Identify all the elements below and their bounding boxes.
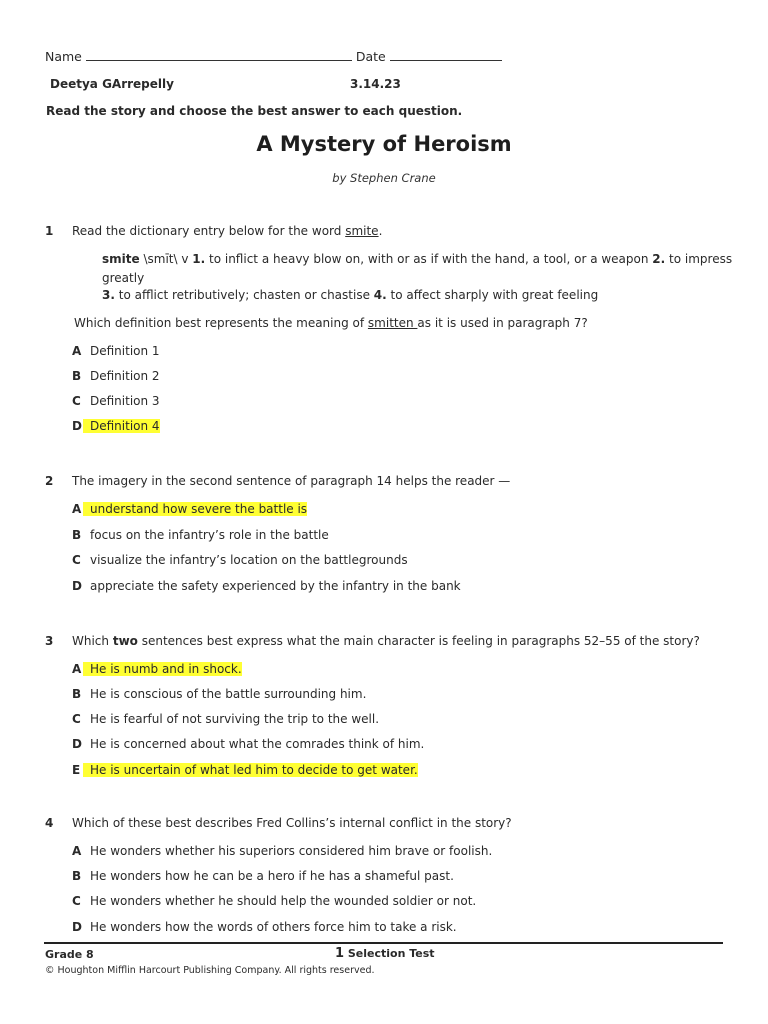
- footer-page: [335, 946, 435, 961]
- date-underline: [390, 48, 502, 61]
- name-label: Name: [45, 49, 82, 64]
- dictionary-entry-line-2: greatly: [102, 271, 145, 285]
- name-line: [45, 48, 502, 64]
- question-number: 1: [45, 224, 54, 238]
- q1-text-after: .: [378, 224, 383, 238]
- option-text: appreciate the safety experienced by the infantry in the bank: [90, 579, 461, 593]
- question-1-prompt: [74, 316, 588, 330]
- entry-pronunciation: \smīt\ v: [139, 252, 193, 266]
- option-text: He wonders how the words of others force him to take a risk.: [90, 920, 457, 934]
- option-letter: B: [72, 528, 82, 542]
- q1-prompt-word: smitten: [367, 316, 418, 330]
- answer-option[interactable]: [72, 869, 454, 883]
- q1-word: smite: [345, 224, 379, 238]
- answer-option-selected[interactable]: [72, 419, 160, 433]
- def3-number: 3.: [102, 288, 115, 302]
- footer-divider: [44, 942, 723, 944]
- answer-option[interactable]: [72, 894, 476, 908]
- def1-number: 1.: [192, 252, 206, 266]
- question-3-text: [72, 634, 700, 648]
- option-letter: D: [72, 419, 82, 433]
- copyright: © Houghton Mifflin Harcourt Publishing Company. All rights reserved.: [45, 965, 375, 976]
- option-letter: D: [72, 737, 82, 751]
- def2-text: to impress: [665, 252, 733, 266]
- answer-option[interactable]: [72, 920, 457, 934]
- option-letter: A: [72, 502, 82, 516]
- answer-option-selected[interactable]: [72, 502, 307, 516]
- def1-text: to inflict a heavy blow on, with or as if with the hand, a tool, or a weapon: [205, 252, 653, 266]
- instructions: Read the story and choose the best answer to each question.: [46, 104, 463, 118]
- answer-option[interactable]: [72, 553, 408, 567]
- option-letter: D: [72, 579, 82, 593]
- question-4-text: Which of these best describes Fred Collins’s internal conflict in the story?: [72, 816, 512, 830]
- option-letter: B: [72, 869, 82, 883]
- name-underline: [86, 48, 352, 61]
- def4-number: 4.: [373, 288, 387, 302]
- answer-option[interactable]: [72, 579, 461, 593]
- option-letter: D: [72, 920, 82, 934]
- answer-option[interactable]: [72, 528, 329, 542]
- answer-option-selected[interactable]: [72, 763, 418, 777]
- option-text: He wonders whether he should help the wounded soldier or not.: [90, 894, 477, 908]
- date-value: 3.14.23: [350, 77, 401, 91]
- dictionary-entry-line-3: [102, 288, 598, 302]
- date-label: Date: [355, 49, 386, 64]
- option-letter: A: [72, 662, 82, 676]
- question-2-text: The imagery in the second sentence of paragraph 14 helps the reader —: [72, 474, 511, 488]
- def2-number: 2.: [652, 252, 666, 266]
- answer-option[interactable]: [72, 687, 366, 701]
- option-letter: B: [72, 687, 82, 701]
- test-label: Selection Test: [344, 947, 435, 960]
- option-text: He is concerned about what the comrades think of him.: [90, 737, 425, 751]
- option-letter: A: [72, 344, 82, 358]
- question-number: 3: [45, 634, 54, 648]
- q1-text-before: Read the dictionary entry below for the word: [72, 224, 346, 238]
- student-name: Deetya GArrepelly: [50, 77, 174, 91]
- option-text-highlighted: He is numb and in shock.: [83, 662, 242, 676]
- option-text: visualize the infantry’s location on the battlegrounds: [90, 553, 408, 567]
- option-text: He is fearful of not surviving the trip to the well.: [90, 712, 380, 726]
- option-letter: C: [72, 894, 81, 908]
- question-number: 4: [45, 816, 54, 830]
- option-text-highlighted: Definition 4: [83, 419, 160, 433]
- q3-text-bold: two: [112, 634, 138, 648]
- footer-grade: Grade 8: [45, 948, 94, 961]
- q1-prompt-before: Which definition best represents the meaning of: [74, 316, 368, 330]
- option-letter: B: [72, 369, 82, 383]
- page-number: 1: [335, 946, 345, 961]
- option-letter: C: [72, 712, 81, 726]
- story-author: by Stephen Crane: [332, 171, 436, 185]
- option-text-highlighted: He is uncertain of what led him to decide to get water.: [83, 763, 418, 777]
- question-number: 2: [45, 474, 54, 488]
- option-text: Definition 1: [90, 344, 160, 358]
- answer-option[interactable]: [72, 844, 492, 858]
- option-letter: C: [72, 394, 81, 408]
- entry-word: smite: [102, 252, 140, 266]
- dictionary-entry-line-1: [102, 252, 732, 266]
- answer-option[interactable]: [72, 712, 379, 726]
- story-title: A Mystery of Heroism: [256, 132, 512, 156]
- def4-text: to affect sharply with great feeling: [386, 288, 599, 302]
- option-letter: C: [72, 553, 81, 567]
- option-text: He wonders whether his superiors considered him brave or foolish.: [90, 844, 493, 858]
- q3-text-after: sentences best express what the main character is feeling in paragraphs 52–55 of the story?: [137, 634, 700, 648]
- option-text: focus on the infantry’s role in the battle: [90, 528, 329, 542]
- option-text-highlighted: understand how severe the battle is: [83, 502, 307, 516]
- q1-prompt-after: as it is used in paragraph 7?: [417, 316, 588, 330]
- option-text: He is conscious of the battle surrounding him.: [90, 687, 367, 701]
- answer-option[interactable]: [72, 394, 160, 408]
- answer-option[interactable]: [72, 344, 160, 358]
- option-text: Definition 2: [90, 369, 160, 383]
- answer-option[interactable]: [72, 369, 160, 383]
- option-text: He wonders how he can be a hero if he has a shameful past.: [90, 869, 454, 883]
- answer-option-selected[interactable]: [72, 662, 242, 676]
- answer-option[interactable]: [72, 737, 424, 751]
- def3-text: to afflict retributively; chasten or chastise: [114, 288, 374, 302]
- q3-text-before: Which: [72, 634, 113, 648]
- option-text: Definition 3: [90, 394, 160, 408]
- option-letter: E: [72, 763, 81, 777]
- option-letter: A: [72, 844, 82, 858]
- question-1-text: [72, 224, 382, 238]
